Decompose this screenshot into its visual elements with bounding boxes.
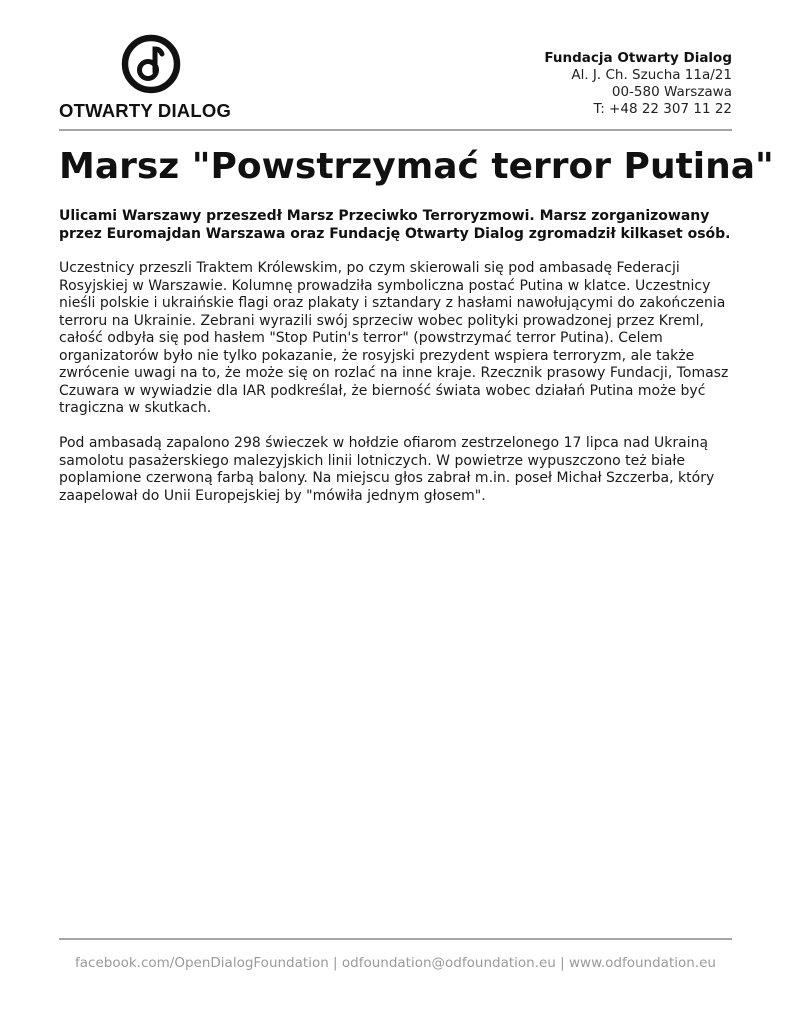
logo-wordmark: OTWARTY DIALOG xyxy=(59,100,232,121)
phone-number: T: +48 22 307 11 22 xyxy=(593,101,732,117)
article-lead: Ulicami Warszawy przeszedł Marsz Przeciwko Terroryzmowi. Marsz zorganizowany przez Euromajdan Warszawa oraz Fundację Otwarty Dialog zgromadził kilkaset osób. xyxy=(59,208,731,242)
page-title: Marsz "Powstrzymać terror Putina" xyxy=(59,146,774,187)
footer-links: facebook.com/OpenDialogFoundation | odfoundation@odfoundation.eu | www.odfoundation.eu xyxy=(75,955,716,971)
article-paragraph-2: Pod ambasadą zapalono 298 świeczek w hołdzie ofiarom zestrzelonego 17 lipca nad Ukrainą samolotu pasażerskiego malezyjskich linii lotniczych. W powietrze wypuszczono też białe poplamione czerwoną farbą balony. Na miejscu głos zabrał m.in. poseł Michał Szczerba, który zaapelował do Unii Europejskiej by "mówiła jednym głosem". xyxy=(59,435,715,504)
music-note-logo-icon xyxy=(121,34,181,94)
article-paragraph-1: Uczestnicy przeszli Traktem Królewskim, po czym skierowali się pod ambasadę Federacji Rosyjskiej w Warszawie. Kolumnę prowadziła symboliczna postać Putina w klatce. Uczestnicy nieśli polskie i ukraińskie flagi oraz plakaty i sztandary z hasłami nawołującymi do zakończenia terroru na Ukrainie. Zebrani wyrazili swój sprzeciw wobec polityki prowadzonej przez Kreml, całość odbyła się pod hasłem "Stop Putin's terror" (powstrzymać terror Putina). Celem organizatorów było nie tylko pokazanie, że rosyjski prezydent wspiera terroryzm, ale także zwrócenie uwagi na to, że może się on rozlać na inne kraje. Rzecznik prasowy Fundacji, Tomasz Czuwara w wywiadzie dla IAR podkreślał, że bierność świata wobec działań Putina może być tragiczna w skutkach. xyxy=(59,260,729,416)
logo xyxy=(59,34,249,122)
footer-divider xyxy=(59,938,732,940)
header-divider xyxy=(59,129,732,131)
contact-address xyxy=(544,50,732,118)
article-body xyxy=(59,260,739,523)
organization-name: Fundacja Otwarty Dialog xyxy=(544,50,732,66)
street-address: Al. J. Ch. Szucha 11a/21 xyxy=(571,67,732,83)
postal-city: 00-580 Warszawa xyxy=(611,84,732,100)
